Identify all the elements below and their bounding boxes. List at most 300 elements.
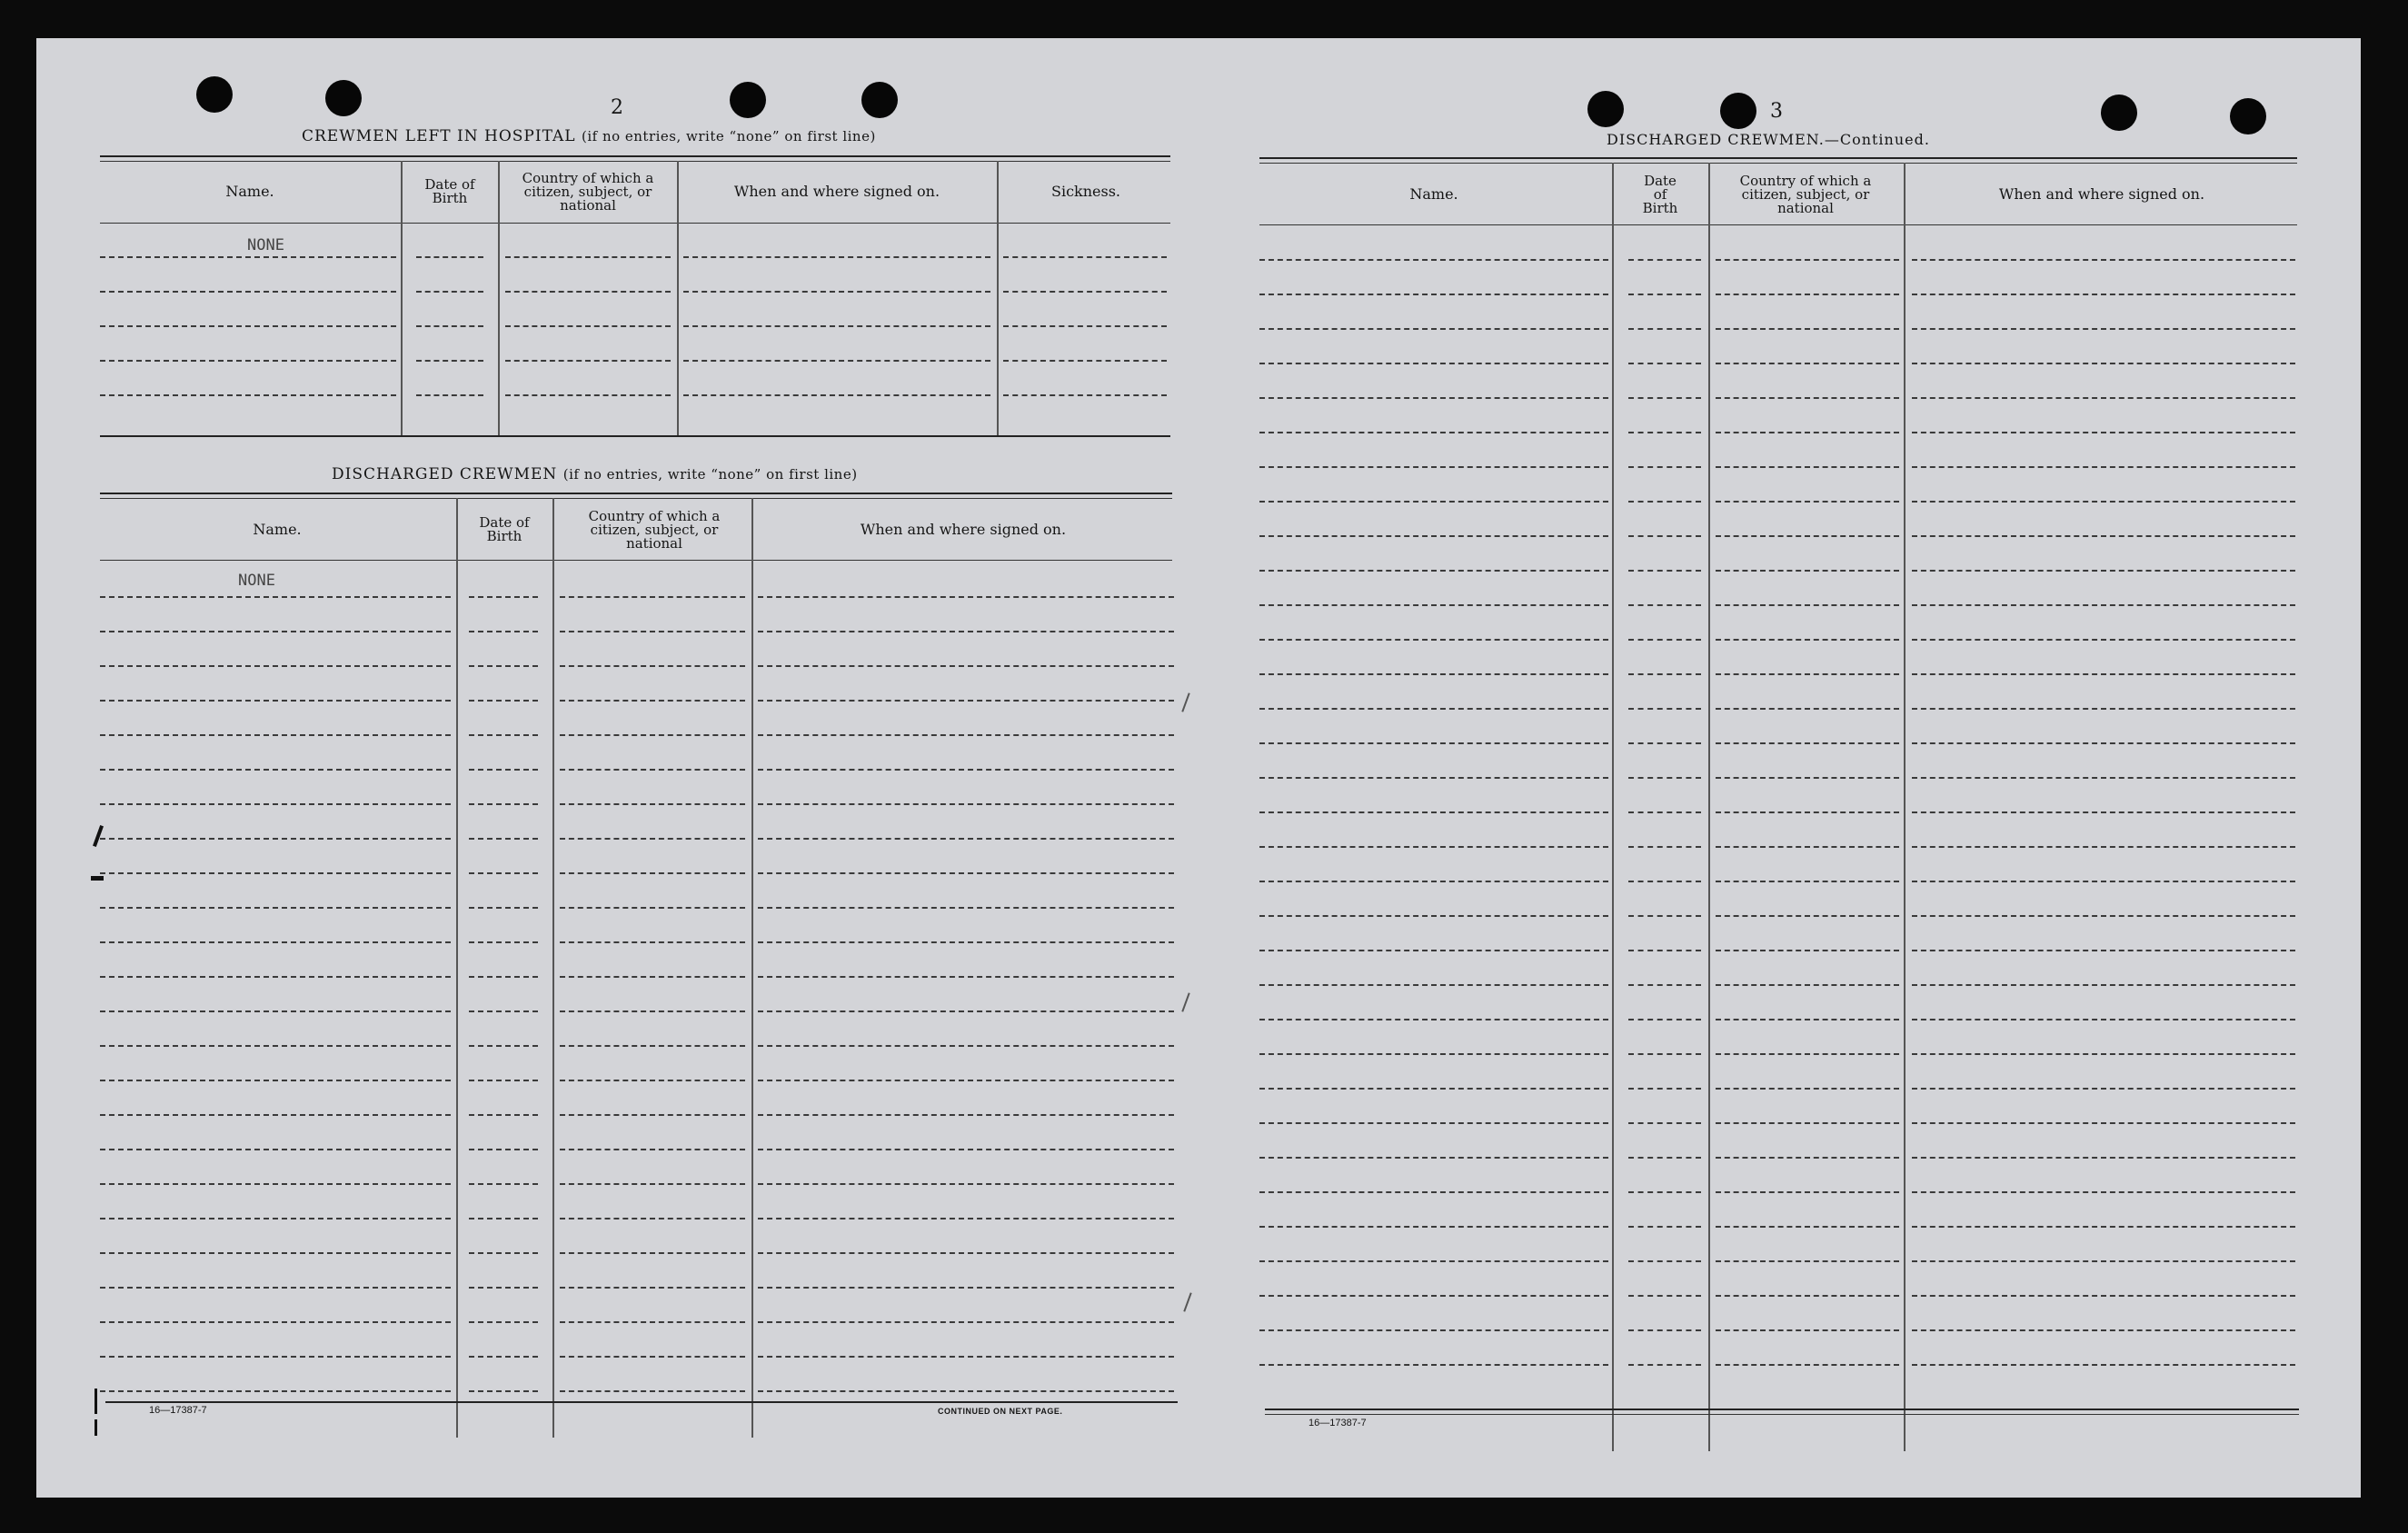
discharged-col-divider <box>456 498 458 1438</box>
entry-row-line <box>1716 535 1899 537</box>
entry-row-line <box>469 665 538 667</box>
entry-row-line <box>1716 915 1899 917</box>
entry-row-line <box>1259 328 1608 330</box>
punch-hole <box>730 82 766 118</box>
entry-row-line <box>1716 1191 1899 1193</box>
entry-row-line <box>469 1287 538 1289</box>
entry-row-line <box>560 1390 745 1392</box>
right-section-title: DISCHARGED CREWMEN.—Continued. <box>1607 131 1930 148</box>
right-header-signed-on: When and where signed on. <box>1998 185 2205 203</box>
entry-row-line <box>1716 881 1899 882</box>
entry-row-line <box>100 941 451 943</box>
form-code-right: 16—17387-7 <box>1308 1418 1367 1428</box>
entry-row-line <box>560 1218 745 1219</box>
punch-hole <box>1720 93 1756 129</box>
entry-row-line <box>1912 363 2295 364</box>
entry-row-line <box>1628 673 1701 675</box>
entry-row-line <box>1003 325 1167 327</box>
entry-row-line <box>100 291 396 293</box>
discharged-top-rule <box>100 493 1172 494</box>
entry-row-line <box>1259 432 1608 433</box>
entry-row-line <box>1259 363 1608 364</box>
entry-row-line <box>1628 1364 1701 1366</box>
entry-row-line <box>758 1114 1174 1116</box>
entry-row-line <box>416 291 483 293</box>
entry-row-line <box>100 325 396 327</box>
entry-row-line <box>1628 604 1701 606</box>
entry-row-line <box>469 631 538 632</box>
entry-row-line <box>1716 432 1899 433</box>
entry-row-line <box>100 803 451 805</box>
entry-row-line <box>560 872 745 874</box>
entry-row-line <box>560 596 745 598</box>
entry-row-line <box>683 291 990 293</box>
entry-row-line <box>1259 950 1608 951</box>
entry-row-line <box>1912 984 2295 986</box>
entry-row-line <box>683 325 990 327</box>
entry-row-line <box>1259 1329 1608 1331</box>
entry-row-line <box>1912 881 2295 882</box>
entry-row-line <box>560 907 745 909</box>
page-number-left: 2 <box>611 96 623 119</box>
entry-row-line <box>505 291 671 293</box>
entry-row-line <box>758 700 1174 702</box>
entry-row-line <box>1716 811 1899 813</box>
entry-row-line <box>1259 501 1608 503</box>
entry-row-line <box>1259 1260 1608 1262</box>
right-top-rule <box>1259 157 2297 159</box>
entry-row-line <box>758 976 1174 978</box>
punch-hole <box>861 82 898 118</box>
entry-row-line <box>758 734 1174 736</box>
entry-row-line <box>1628 259 1701 261</box>
entry-row-line <box>1003 360 1167 362</box>
hospital-header-name: Name. <box>225 183 274 200</box>
hospital-first-entry: NONE <box>247 236 284 254</box>
entry-row-line <box>1912 294 2295 295</box>
entry-row-line <box>100 1390 451 1392</box>
entry-row-line <box>100 665 451 667</box>
entry-row-line <box>1628 1157 1701 1159</box>
entry-row-line <box>1628 328 1701 330</box>
continued-note: CONTINUED ON NEXT PAGE. <box>938 1407 1063 1416</box>
entry-row-line <box>758 1183 1174 1185</box>
entry-row-line <box>1628 294 1701 295</box>
entry-row-line <box>758 596 1174 598</box>
hospital-top-rule <box>100 155 1170 157</box>
entry-row-line <box>100 1321 451 1323</box>
entry-row-line <box>469 700 538 702</box>
entry-row-line <box>758 907 1174 909</box>
discharged-top-rule-2 <box>100 498 1172 499</box>
entry-row-line <box>1912 915 2295 917</box>
right-header-dob: Date of Birth <box>1642 172 1678 216</box>
hospital-bottom-rule <box>100 435 1170 437</box>
entry-row-line <box>1912 708 2295 710</box>
entry-row-line <box>1912 1191 2295 1193</box>
entry-row-line <box>416 256 483 258</box>
entry-row-line <box>560 1183 745 1185</box>
entry-row-line <box>1912 1226 2295 1228</box>
entry-row-line <box>100 907 451 909</box>
entry-row-line <box>1259 673 1608 675</box>
entry-row-line <box>1628 1088 1701 1090</box>
entry-row-line <box>469 838 538 840</box>
entry-row-line <box>1716 1053 1899 1055</box>
entry-row-line <box>560 1114 745 1116</box>
entry-row-line <box>100 1114 451 1116</box>
entry-row-line <box>1628 1226 1701 1228</box>
entry-row-line <box>1716 1364 1899 1366</box>
hospital-section-title <box>302 127 876 145</box>
entry-row-line <box>1912 950 2295 951</box>
right-bottom-rule-2 <box>1265 1414 2299 1415</box>
entry-row-line <box>1628 950 1701 951</box>
entry-row-line <box>1259 1019 1608 1020</box>
entry-row-line <box>560 734 745 736</box>
entry-row-line <box>1259 1191 1608 1193</box>
entry-row-line <box>1628 881 1701 882</box>
entry-row-line <box>1912 1053 2295 1055</box>
entry-row-line <box>1912 1122 2295 1124</box>
entry-row-line <box>1259 1295 1608 1297</box>
entry-row-line <box>560 1321 745 1323</box>
entry-row-line <box>1628 1053 1701 1055</box>
entry-row-line <box>1912 466 2295 468</box>
entry-row-line <box>1912 811 2295 813</box>
entry-row-line <box>1912 501 2295 503</box>
hospital-title-note: (if no entries, write “none” on first line) <box>581 128 876 144</box>
entry-row-line <box>560 1252 745 1254</box>
entry-row-line <box>469 1114 538 1116</box>
punch-hole <box>196 76 233 113</box>
entry-row-line <box>469 907 538 909</box>
entry-row-line <box>100 1183 451 1185</box>
entry-row-line <box>100 1045 451 1047</box>
entry-row-line <box>416 394 483 396</box>
entry-row-line <box>1912 673 2295 675</box>
entry-row-line <box>1259 570 1608 572</box>
entry-row-line <box>1259 1364 1608 1366</box>
entry-row-line <box>1716 846 1899 848</box>
entry-row-line <box>1716 363 1899 364</box>
entry-row-line <box>100 1010 451 1012</box>
entry-row-line <box>1716 984 1899 986</box>
entry-row-line <box>1716 1019 1899 1020</box>
entry-row-line <box>1716 742 1899 744</box>
entry-row-line <box>1912 1295 2295 1297</box>
entry-row-line <box>100 631 451 632</box>
entry-row-line <box>1912 1157 2295 1159</box>
entry-row-line <box>1628 708 1701 710</box>
entry-row-line <box>1912 1364 2295 1366</box>
entry-row-line <box>1628 1295 1701 1297</box>
entry-row-line <box>416 325 483 327</box>
hospital-header-country: Country of which a citizen, subject, or national <box>522 169 654 214</box>
entry-row-line <box>758 941 1174 943</box>
entry-row-line <box>100 1356 451 1358</box>
hospital-col-divider <box>498 161 500 435</box>
entry-row-line <box>469 1045 538 1047</box>
form-code-left: 16—17387-7 <box>149 1405 207 1416</box>
entry-row-line <box>1628 535 1701 537</box>
entry-row-line <box>469 1321 538 1323</box>
entry-row-line <box>1259 1226 1608 1228</box>
entry-row-line <box>758 1287 1174 1289</box>
ink-mark <box>95 1389 97 1414</box>
ink-mark <box>91 876 104 881</box>
right-col-divider <box>1708 163 1710 1451</box>
punch-hole <box>325 80 362 116</box>
fold-mark <box>1181 992 1189 1011</box>
entry-row-line <box>1716 639 1899 641</box>
discharged-title-note: (if no entries, write “none” on first line) <box>562 466 858 483</box>
entry-row-line <box>469 1010 538 1012</box>
entry-row-line <box>1259 604 1608 606</box>
entry-row-line <box>1912 639 2295 641</box>
entry-row-line <box>100 256 396 258</box>
punch-hole <box>2101 95 2137 131</box>
entry-row-line <box>469 803 538 805</box>
left-bottom-rule <box>105 1401 1178 1403</box>
right-top-rule-2 <box>1259 163 2297 164</box>
entry-row-line <box>1716 1157 1899 1159</box>
entry-row-line <box>1259 397 1608 399</box>
entry-row-line <box>1628 1191 1701 1193</box>
entry-row-line <box>1259 535 1608 537</box>
entry-row-line <box>1628 811 1701 813</box>
right-bottom-rule <box>1265 1409 2299 1410</box>
entry-row-line <box>683 394 990 396</box>
right-col-divider <box>1612 163 1614 1451</box>
entry-row-line <box>758 1252 1174 1254</box>
discharged-col-divider <box>751 498 753 1438</box>
entry-row-line <box>1912 1019 2295 1020</box>
entry-row-line <box>100 734 451 736</box>
entry-row-line <box>758 631 1174 632</box>
entry-row-line <box>416 360 483 362</box>
entry-row-line <box>100 838 451 840</box>
right-col-divider <box>1904 163 1906 1451</box>
entry-row-line <box>1259 1157 1608 1159</box>
entry-row-line <box>469 1218 538 1219</box>
entry-row-line <box>560 769 745 771</box>
entry-row-line <box>505 325 671 327</box>
entry-row-line <box>758 1356 1174 1358</box>
entry-row-line <box>1716 708 1899 710</box>
entry-row-line <box>469 1183 538 1185</box>
entry-row-line <box>1259 259 1608 261</box>
entry-row-line <box>758 872 1174 874</box>
entry-row-line <box>1716 397 1899 399</box>
entry-row-line <box>758 1080 1174 1081</box>
entry-row-line <box>100 872 451 874</box>
entry-row-line <box>1259 294 1608 295</box>
entry-row-line <box>100 1218 451 1219</box>
entry-row-line <box>469 734 538 736</box>
page-number-right: 3 <box>1770 100 1783 123</box>
entry-row-line <box>1716 950 1899 951</box>
entry-row-line <box>1259 1122 1608 1124</box>
entry-row-line <box>1912 397 2295 399</box>
entry-row-line <box>1716 294 1899 295</box>
entry-row-line <box>1716 1122 1899 1124</box>
discharged-header-name: Name. <box>253 521 302 538</box>
entry-row-line <box>469 1149 538 1150</box>
entry-row-line <box>560 803 745 805</box>
right-header-name: Name. <box>1409 185 1458 203</box>
entry-row-line <box>1628 1260 1701 1262</box>
entry-row-line <box>1716 466 1899 468</box>
entry-row-line <box>560 700 745 702</box>
entry-row-line <box>758 665 1174 667</box>
entry-row-line <box>1912 1088 2295 1090</box>
discharged-title-text: DISCHARGED CREWMEN <box>332 465 558 483</box>
entry-row-line <box>1912 742 2295 744</box>
hospital-header-rule <box>100 223 1170 224</box>
entry-row-line <box>1912 259 2295 261</box>
right-header-rule <box>1259 224 2297 225</box>
entry-row-line <box>469 1080 538 1081</box>
entry-row-line <box>758 769 1174 771</box>
entry-row-line <box>469 941 538 943</box>
entry-row-line <box>560 665 745 667</box>
entry-row-line <box>100 1149 451 1150</box>
discharged-header-rule <box>100 560 1172 561</box>
entry-row-line <box>1716 1260 1899 1262</box>
entry-row-line <box>1628 432 1701 433</box>
entry-row-line <box>1716 1329 1899 1331</box>
entry-row-line <box>560 1356 745 1358</box>
entry-row-line <box>100 360 396 362</box>
entry-row-line <box>1628 363 1701 364</box>
entry-row-line <box>1912 604 2295 606</box>
entry-row-line <box>100 1287 451 1289</box>
entry-row-line <box>560 976 745 978</box>
hospital-header-signed-on: When and where signed on. <box>733 183 940 200</box>
entry-row-line <box>1716 604 1899 606</box>
entry-row-line <box>1912 777 2295 779</box>
entry-row-line <box>1716 570 1899 572</box>
entry-row-line <box>505 394 671 396</box>
entry-row-line <box>505 360 671 362</box>
entry-row-line <box>469 596 538 598</box>
entry-row-line <box>1003 256 1167 258</box>
entry-row-line <box>1716 1226 1899 1228</box>
hospital-col-divider <box>401 161 403 435</box>
ink-mark <box>93 825 104 847</box>
entry-row-line <box>505 256 671 258</box>
entry-row-line <box>560 1287 745 1289</box>
discharged-header-country: Country of which a citizen, subject, or national <box>588 507 721 552</box>
entry-row-line <box>683 360 990 362</box>
entry-row-line <box>1003 394 1167 396</box>
entry-row-line <box>1716 777 1899 779</box>
entry-row-line <box>1259 742 1608 744</box>
entry-row-line <box>560 1010 745 1012</box>
entry-row-line <box>1716 328 1899 330</box>
discharged-col-divider <box>552 498 554 1438</box>
entry-row-line <box>1628 846 1701 848</box>
hospital-header-dob: Date of Birth <box>424 176 475 206</box>
entry-row-line <box>758 1218 1174 1219</box>
entry-row-line <box>758 1149 1174 1150</box>
right-header-country: Country of which a citizen, subject, or national <box>1739 172 1872 216</box>
entry-row-line <box>1912 328 2295 330</box>
entry-row-line <box>469 1252 538 1254</box>
entry-row-line <box>1628 397 1701 399</box>
fold-mark <box>1183 1292 1191 1311</box>
entry-row-line <box>758 803 1174 805</box>
entry-row-line <box>758 1045 1174 1047</box>
punch-hole <box>1587 91 1624 127</box>
entry-row-line <box>1628 777 1701 779</box>
entry-row-line <box>1003 291 1167 293</box>
entry-row-line <box>1628 639 1701 641</box>
entry-row-line <box>1912 535 2295 537</box>
hospital-title-text: CREWMEN LEFT IN HOSPITAL <box>302 127 576 145</box>
entry-row-line <box>758 838 1174 840</box>
entry-row-line <box>100 596 451 598</box>
discharged-header-dob: Date of Birth <box>479 514 530 544</box>
entry-row-line <box>1628 501 1701 503</box>
entry-row-line <box>1259 846 1608 848</box>
entry-row-line <box>1628 984 1701 986</box>
entry-row-line <box>1628 466 1701 468</box>
entry-row-line <box>100 1080 451 1081</box>
entry-row-line <box>1259 915 1608 917</box>
entry-row-line <box>1259 1088 1608 1090</box>
form-sheet <box>36 38 2361 1498</box>
entry-row-line <box>469 1356 538 1358</box>
entry-row-line <box>1912 1260 2295 1262</box>
entry-row-line <box>683 256 990 258</box>
entry-row-line <box>1259 881 1608 882</box>
entry-row-line <box>1716 673 1899 675</box>
discharged-first-entry: NONE <box>238 572 275 590</box>
entry-row-line <box>560 1149 745 1150</box>
entry-row-line <box>100 700 451 702</box>
entry-row-line <box>758 1390 1174 1392</box>
entry-row-line <box>1912 570 2295 572</box>
entry-row-line <box>560 1080 745 1081</box>
entry-row-line <box>758 1321 1174 1323</box>
hospital-col-divider <box>677 161 679 435</box>
entry-row-line <box>100 1252 451 1254</box>
entry-row-line <box>1259 708 1608 710</box>
entry-row-line <box>1259 777 1608 779</box>
entry-row-line <box>1716 1295 1899 1297</box>
entry-row-line <box>560 838 745 840</box>
hospital-header-sickness: Sickness. <box>1050 183 1120 200</box>
entry-row-line <box>1628 1122 1701 1124</box>
entry-row-line <box>469 769 538 771</box>
entry-row-line <box>560 941 745 943</box>
ink-mark <box>95 1419 97 1436</box>
entry-row-line <box>100 769 451 771</box>
entry-row-line <box>1628 570 1701 572</box>
entry-row-line <box>1716 1088 1899 1090</box>
entry-row-line <box>758 1010 1174 1012</box>
entry-row-line <box>100 976 451 978</box>
entry-row-line <box>1716 259 1899 261</box>
punch-hole <box>2230 98 2266 134</box>
entry-row-line <box>1259 984 1608 986</box>
entry-row-line <box>469 1390 538 1392</box>
entry-row-line <box>1628 915 1701 917</box>
fold-mark <box>1181 692 1189 712</box>
entry-row-line <box>1259 639 1608 641</box>
